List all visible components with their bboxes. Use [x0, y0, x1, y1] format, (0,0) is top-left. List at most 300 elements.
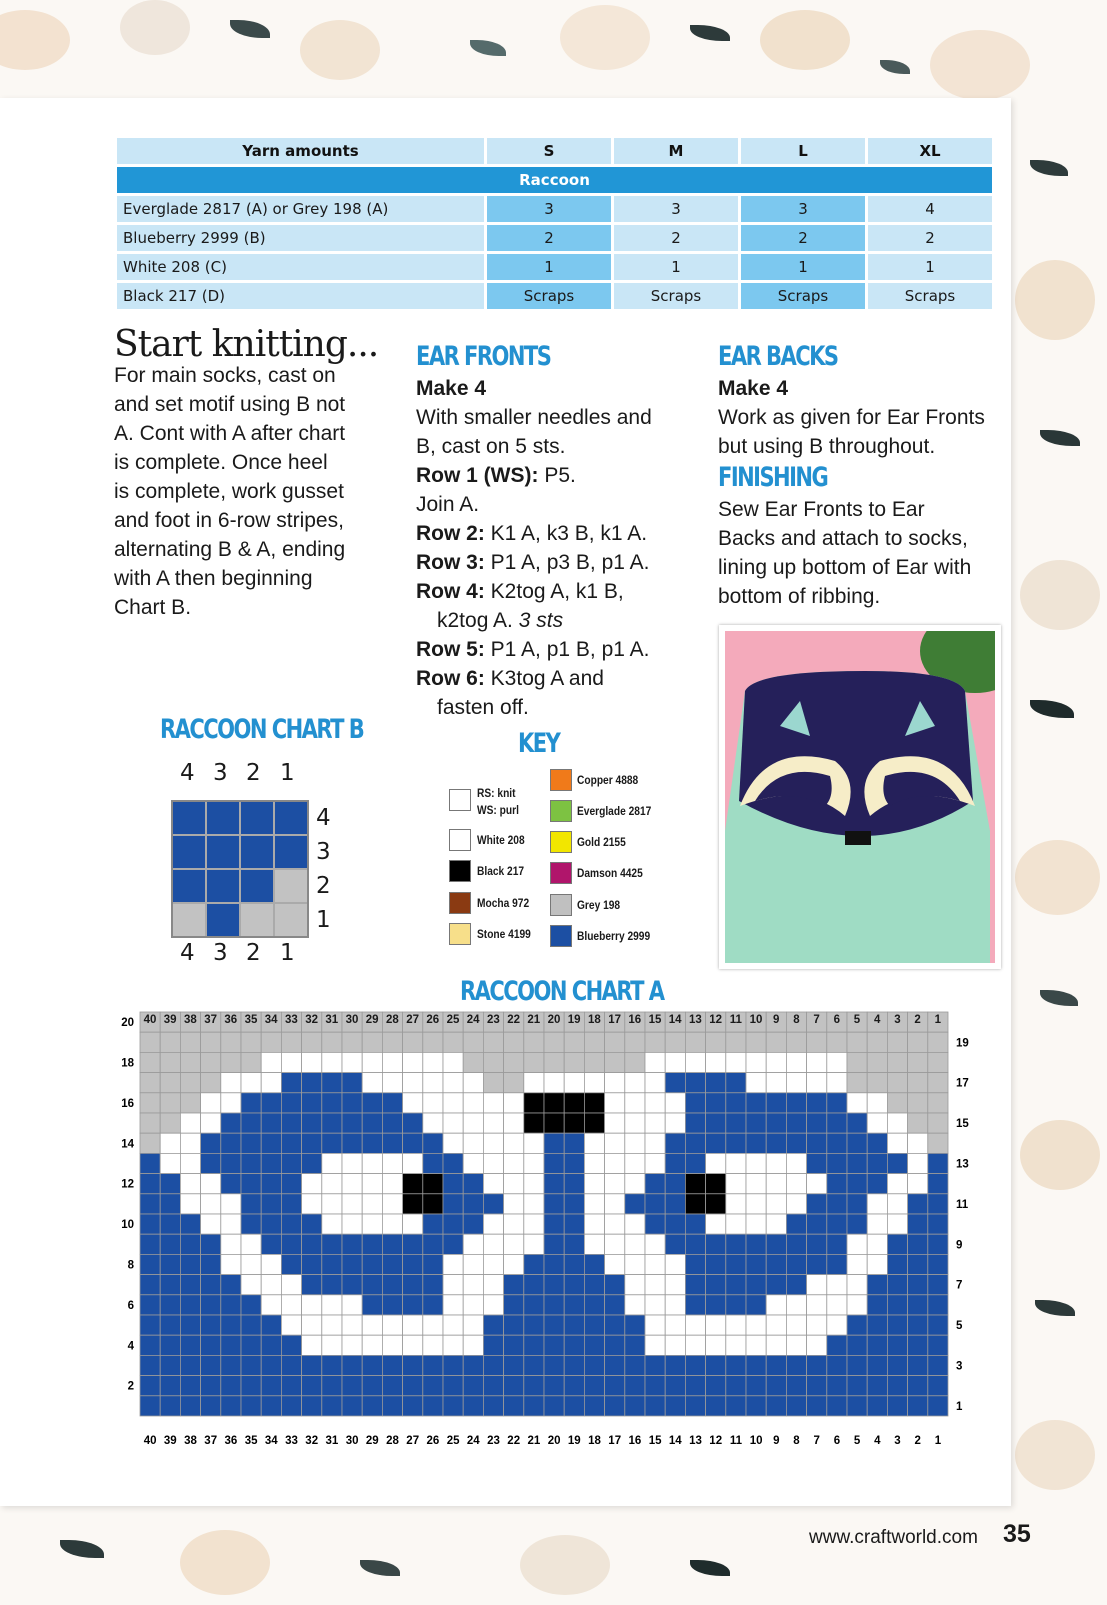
chart-a-stitch — [827, 1174, 847, 1194]
chart-a-stitch — [887, 1032, 907, 1052]
chart-a-stitch — [847, 1295, 867, 1315]
chart-a-stitch — [887, 1335, 907, 1355]
chart-a-number: 11 — [729, 1435, 742, 1447]
chart-a-number: 18 — [587, 1014, 601, 1026]
chart-a-stitch — [827, 1133, 847, 1153]
chart-a-stitch — [887, 1133, 907, 1153]
chart-a-stitch — [887, 1295, 907, 1315]
chart-a-stitch — [807, 1214, 827, 1234]
finishing-heading: FINISHING — [718, 462, 828, 493]
chart-a-stitch — [362, 1093, 382, 1113]
chart-a-stitch — [726, 1315, 746, 1335]
chart-a-stitch — [605, 1113, 625, 1133]
chart-a-stitch — [625, 1335, 645, 1355]
chart-a-stitch — [928, 1254, 948, 1274]
key-label: Blueberry 2999 — [577, 929, 651, 943]
chart-a-stitch — [302, 1194, 322, 1214]
chart-a-stitch — [140, 1032, 160, 1052]
chart-a-stitch — [807, 1113, 827, 1133]
chart-a-stitch — [221, 1133, 241, 1153]
chart-a-stitch — [908, 1174, 928, 1194]
chart-a-stitch — [665, 1052, 685, 1072]
chart-a-number: 20 — [121, 1017, 134, 1030]
chart-a-number: 14 — [121, 1138, 134, 1151]
chart-a-stitch — [201, 1194, 221, 1214]
chart-a-stitch — [867, 1113, 887, 1133]
chart-a-stitch — [807, 1093, 827, 1113]
chart-a-number: 38 — [183, 1014, 197, 1026]
chart-a-number: 32 — [305, 1435, 319, 1447]
chart-a-number: 39 — [163, 1435, 177, 1447]
chart-a-stitch — [766, 1052, 786, 1072]
chart-b-stitch — [207, 870, 239, 902]
chart-a-stitch — [564, 1275, 584, 1295]
chart-a-stitch — [544, 1295, 564, 1315]
chart-a-stitch — [685, 1396, 705, 1416]
table-cell: 3 — [614, 196, 738, 225]
chart-a-stitch — [362, 1234, 382, 1254]
chart-a-stitch — [827, 1032, 847, 1052]
chart-a-stitch — [807, 1315, 827, 1335]
chart-a-stitch — [362, 1335, 382, 1355]
chart-a-stitch — [786, 1174, 806, 1194]
body-line: Chart B. — [114, 596, 192, 619]
chart-a-stitch — [685, 1174, 705, 1194]
chart-a-stitch — [665, 1093, 685, 1113]
chart-a-stitch — [847, 1153, 867, 1173]
table-row — [117, 254, 992, 283]
chart-a-stitch — [443, 1133, 463, 1153]
chart-b-stitch — [173, 802, 205, 834]
chart-a-stitch — [140, 1275, 160, 1295]
chart-a-stitch — [322, 1254, 342, 1274]
chart-a-stitch — [221, 1254, 241, 1274]
chart-b-stitch — [275, 870, 307, 902]
chart-a-stitch — [928, 1275, 948, 1295]
chart-a-stitch — [201, 1315, 221, 1335]
chart-a-stitch — [342, 1133, 362, 1153]
chart-a-stitch — [423, 1153, 443, 1173]
chart-a-stitch — [928, 1214, 948, 1234]
chart-a-stitch — [241, 1295, 261, 1315]
row-label: Row 6: — [416, 667, 485, 690]
chart-a-stitch — [605, 1133, 625, 1153]
chart-a-stitch — [766, 1335, 786, 1355]
chart-a-number: 19 — [567, 1014, 581, 1026]
chart-b-col-number: 3 — [213, 760, 228, 786]
chart-a-stitch — [867, 1396, 887, 1416]
chart-a-number: 7 — [956, 1279, 963, 1292]
chart-a-stitch — [443, 1254, 463, 1274]
chart-a-stitch — [605, 1254, 625, 1274]
chart-a-stitch — [281, 1275, 301, 1295]
chart-a-stitch — [443, 1295, 463, 1315]
chart-a-number: 5 — [853, 1435, 861, 1447]
chart-a-stitch — [786, 1376, 806, 1396]
chart-a-stitch — [221, 1396, 241, 1416]
chart-a-stitch — [201, 1153, 221, 1173]
chart-a-stitch — [827, 1295, 847, 1315]
chart-a-stitch — [322, 1376, 342, 1396]
chart-a-stitch — [180, 1355, 200, 1375]
chart-a-stitch — [201, 1396, 221, 1416]
chart-a-stitch — [483, 1093, 503, 1113]
swatch-copper — [550, 769, 572, 791]
chart-a-stitch — [887, 1396, 907, 1416]
chart-a-stitch — [827, 1214, 847, 1234]
key-label: Damson 4425 — [577, 866, 643, 880]
chart-a-stitch — [180, 1234, 200, 1254]
chart-a-number: 15 — [648, 1435, 662, 1447]
chart-a-stitch — [908, 1073, 928, 1093]
chart-a-stitch — [625, 1113, 645, 1133]
chart-a-stitch — [685, 1194, 705, 1214]
chart-a-stitch — [625, 1133, 645, 1153]
chart-a-stitch — [867, 1355, 887, 1375]
chart-a-stitch — [382, 1133, 402, 1153]
chart-a-stitch — [504, 1214, 524, 1234]
chart-a-number: 40 — [143, 1435, 157, 1447]
chart-a-stitch — [504, 1335, 524, 1355]
chart-a-stitch — [342, 1275, 362, 1295]
chart-a-stitch — [382, 1396, 402, 1416]
chart-a-stitch — [685, 1355, 705, 1375]
chart-a-stitch — [241, 1194, 261, 1214]
chart-a-stitch — [887, 1093, 907, 1113]
chart-a-stitch — [524, 1073, 544, 1093]
chart-a-stitch — [665, 1254, 685, 1274]
chart-a-stitch — [867, 1214, 887, 1234]
chart-a-stitch — [342, 1153, 362, 1173]
chart-a-number: 34 — [264, 1435, 278, 1447]
chart-a-stitch — [766, 1214, 786, 1234]
chart-a-stitch — [726, 1275, 746, 1295]
chart-a-stitch — [766, 1315, 786, 1335]
chart-a-stitch — [584, 1234, 604, 1254]
chart-a-stitch — [524, 1093, 544, 1113]
chart-a-stitch — [180, 1376, 200, 1396]
chart-b-stitch — [173, 870, 205, 902]
row-text: P1 A, p1 B, p1 A. — [484, 638, 650, 661]
chart-a-stitch — [382, 1234, 402, 1254]
chart-a-stitch — [928, 1234, 948, 1254]
chart-a-number: 4 — [873, 1014, 881, 1026]
yarn-amounts-table — [114, 138, 995, 312]
chart-a-stitch — [584, 1153, 604, 1173]
chart-a-stitch — [584, 1174, 604, 1194]
chart-a-stitch — [685, 1153, 705, 1173]
chart-a-stitch — [160, 1275, 180, 1295]
body-line: is complete, work gusset — [114, 480, 344, 503]
chart-a-stitch — [726, 1174, 746, 1194]
chart-a-stitch — [504, 1032, 524, 1052]
table-cell: 1 — [741, 254, 865, 283]
chart-b-col-number: 1 — [280, 760, 295, 786]
chart-a-stitch — [746, 1113, 766, 1133]
chart-a-stitch — [362, 1174, 382, 1194]
table-cell: 4 — [868, 196, 992, 225]
chart-a-stitch — [584, 1113, 604, 1133]
chart-a-stitch — [483, 1355, 503, 1375]
chart-a-stitch — [908, 1335, 928, 1355]
chart-a-stitch — [544, 1234, 564, 1254]
chart-a-stitch — [201, 1214, 221, 1234]
chart-a-number: 13 — [956, 1158, 969, 1171]
chart-a-stitch — [423, 1376, 443, 1396]
chart-a-stitch — [201, 1133, 221, 1153]
chart-a-stitch — [362, 1153, 382, 1173]
footer-url[interactable]: www.craftworld.com — [809, 1527, 978, 1548]
chart-a-number: 20 — [547, 1014, 561, 1026]
chart-a-stitch — [342, 1214, 362, 1234]
chart-a-stitch — [928, 1052, 948, 1072]
chart-a-stitch — [625, 1214, 645, 1234]
chart-a-stitch — [807, 1153, 827, 1173]
chart-a-stitch — [403, 1254, 423, 1274]
chart-a-stitch — [564, 1396, 584, 1416]
chart-a-stitch — [261, 1335, 281, 1355]
chart-a-stitch — [443, 1073, 463, 1093]
chart-b-stitch — [241, 802, 273, 834]
chart-a-stitch — [423, 1052, 443, 1072]
chart-a-stitch — [706, 1254, 726, 1274]
chart-a-stitch — [766, 1376, 786, 1396]
chart-a-stitch — [201, 1073, 221, 1093]
chart-a-stitch — [928, 1174, 948, 1194]
chart-a-stitch — [908, 1376, 928, 1396]
chart-a-stitch — [908, 1295, 928, 1315]
chart-a-stitch — [645, 1032, 665, 1052]
chart-a-stitch — [322, 1295, 342, 1315]
chart-a-stitch — [544, 1315, 564, 1335]
chart-a-stitch — [645, 1052, 665, 1072]
swatch-grey — [550, 894, 572, 916]
ear-backs-section — [718, 340, 998, 611]
chart-a-stitch — [241, 1376, 261, 1396]
chart-a-stitch — [403, 1174, 423, 1194]
chart-a-stitch — [847, 1335, 867, 1355]
chart-a-stitch — [726, 1234, 746, 1254]
chart-a-stitch — [665, 1214, 685, 1234]
chart-a-stitch — [504, 1133, 524, 1153]
chart-a-stitch — [746, 1093, 766, 1113]
chart-a-stitch — [362, 1194, 382, 1214]
chart-a-stitch — [483, 1396, 503, 1416]
chart-a-stitch — [746, 1052, 766, 1072]
chart-b-stitch — [275, 904, 307, 936]
chart-b-stitch — [241, 836, 273, 868]
ear-fronts-heading: EAR FRONTS — [416, 341, 551, 372]
swatch-black — [449, 860, 471, 882]
chart-a-stitch — [302, 1234, 322, 1254]
chart-a-stitch — [201, 1174, 221, 1194]
chart-a-stitch — [281, 1396, 301, 1416]
chart-a-stitch — [160, 1355, 180, 1375]
chart-a-stitch — [908, 1113, 928, 1133]
chart-a-stitch — [625, 1254, 645, 1274]
chart-a-stitch — [544, 1093, 564, 1113]
chart-a-stitch — [524, 1335, 544, 1355]
chart-a-stitch — [524, 1295, 544, 1315]
chart-a-stitch — [665, 1032, 685, 1052]
chart-a-number: 1 — [934, 1014, 941, 1026]
chart-a-stitch — [665, 1275, 685, 1295]
chart-a-stitch — [584, 1275, 604, 1295]
chart-a-stitch — [463, 1214, 483, 1234]
chart-a-stitch — [180, 1093, 200, 1113]
chart-a-stitch — [160, 1376, 180, 1396]
chart-a-number: 12 — [709, 1014, 722, 1026]
chart-a-stitch — [463, 1093, 483, 1113]
chart-a-stitch — [504, 1295, 524, 1315]
chart-a-stitch — [443, 1335, 463, 1355]
chart-a-stitch — [140, 1174, 160, 1194]
chart-a-stitch — [140, 1052, 160, 1072]
chart-a-stitch — [706, 1174, 726, 1194]
chart-a-stitch — [887, 1073, 907, 1093]
chart-b-row-number: 1 — [316, 907, 331, 933]
chart-a-stitch — [605, 1153, 625, 1173]
table-cell: Scraps — [741, 283, 865, 312]
swatch-blueberry — [550, 925, 572, 947]
chart-a-stitch — [241, 1275, 261, 1295]
chart-a-stitch — [342, 1174, 362, 1194]
chart-a-stitch — [645, 1376, 665, 1396]
chart-a-stitch — [847, 1355, 867, 1375]
chart-a-stitch — [281, 1174, 301, 1194]
chart-a-stitch — [605, 1275, 625, 1295]
chart-a-stitch — [342, 1295, 362, 1315]
chart-a-number: 34 — [264, 1014, 278, 1026]
chart-a-stitch — [281, 1315, 301, 1335]
chart-b-col-number: 2 — [246, 940, 261, 966]
chart-a-number: 15 — [648, 1014, 662, 1026]
chart-a-stitch — [564, 1093, 584, 1113]
chart-b-stitch — [173, 836, 205, 868]
chart-a-stitch — [362, 1355, 382, 1375]
chart-a-number: 13 — [689, 1435, 702, 1447]
table-header-cell: M — [614, 138, 738, 167]
chart-a-stitch — [766, 1073, 786, 1093]
chart-a-number: 20 — [547, 1435, 561, 1447]
chart-a-stitch — [382, 1073, 402, 1093]
chart-a-stitch — [322, 1355, 342, 1375]
chart-a-stitch — [322, 1153, 342, 1173]
chart-a-stitch — [160, 1032, 180, 1052]
chart-a-stitch — [625, 1234, 645, 1254]
chart-a-stitch — [241, 1073, 261, 1093]
chart-a-stitch — [463, 1396, 483, 1416]
chart-a-stitch — [685, 1032, 705, 1052]
chart-a-stitch — [645, 1133, 665, 1153]
chart-a-stitch — [746, 1194, 766, 1214]
chart-b-stitch — [275, 802, 307, 834]
chart-a-stitch — [180, 1153, 200, 1173]
chart-b-stitch — [275, 836, 307, 868]
chart-a-stitch — [726, 1194, 746, 1214]
chart-b-stitch — [241, 904, 273, 936]
chart-a-stitch — [807, 1275, 827, 1295]
chart-a-stitch — [928, 1113, 948, 1133]
chart-a-number: 3 — [894, 1435, 901, 1447]
chart-a-stitch — [887, 1194, 907, 1214]
chart-a-stitch — [423, 1113, 443, 1133]
chart-a-stitch — [261, 1194, 281, 1214]
chart-a-stitch — [564, 1113, 584, 1133]
table-cell: 2 — [614, 225, 738, 254]
chart-a-stitch — [423, 1073, 443, 1093]
chart-a-stitch — [524, 1174, 544, 1194]
table-cell: 2 — [487, 225, 611, 254]
chart-a-stitch — [261, 1315, 281, 1335]
chart-a-stitch — [605, 1355, 625, 1375]
chart-a-stitch — [423, 1295, 443, 1315]
chart-a-stitch — [887, 1153, 907, 1173]
chart-a-number: 11 — [729, 1014, 742, 1026]
chart-a-stitch — [302, 1174, 322, 1194]
chart-a-stitch — [726, 1214, 746, 1234]
row-text: k2tog A. — [437, 609, 519, 632]
chart-a-stitch — [261, 1295, 281, 1315]
chart-a-stitch — [706, 1113, 726, 1133]
chart-a-stitch — [302, 1113, 322, 1133]
chart-a-number: 16 — [121, 1097, 134, 1110]
chart-a-stitch — [281, 1254, 301, 1274]
chart-a-stitch — [928, 1335, 948, 1355]
chart-a-stitch — [160, 1315, 180, 1335]
chart-b-col-number: 4 — [180, 940, 195, 966]
chart-a-number: 10 — [749, 1014, 763, 1026]
chart-a-number: 6 — [127, 1299, 134, 1312]
chart-a-stitch — [140, 1214, 160, 1234]
chart-a-stitch — [504, 1153, 524, 1173]
chart-a-stitch — [847, 1093, 867, 1113]
chart-a-number: 10 — [121, 1219, 134, 1232]
make-count: Make 4 — [416, 377, 487, 400]
chart-a-stitch — [322, 1234, 342, 1254]
chart-a-stitch — [382, 1275, 402, 1295]
chart-a-stitch — [201, 1335, 221, 1355]
row-continuation — [416, 606, 696, 635]
chart-a-stitch — [584, 1133, 604, 1153]
chart-a-stitch — [625, 1275, 645, 1295]
chart-a-stitch — [584, 1032, 604, 1052]
body-line: with A then beginning — [114, 567, 313, 590]
chart-a-stitch — [726, 1073, 746, 1093]
chart-a-stitch — [746, 1153, 766, 1173]
chart-a-stitch — [180, 1194, 200, 1214]
chart-a-stitch — [746, 1376, 766, 1396]
chart-a-stitch — [322, 1214, 342, 1234]
chart-a-stitch — [281, 1376, 301, 1396]
chart-a-stitch — [706, 1234, 726, 1254]
yarn-label: Black 217 (D) — [117, 283, 484, 312]
chart-a-number: 6 — [833, 1014, 840, 1026]
body-line: Join A. — [416, 493, 480, 516]
chart-a-stitch — [362, 1254, 382, 1274]
chart-a-stitch — [746, 1133, 766, 1153]
chart-a-stitch — [403, 1093, 423, 1113]
chart-a-stitch — [827, 1234, 847, 1254]
chart-a-stitch — [746, 1335, 766, 1355]
chart-a-stitch — [483, 1113, 503, 1133]
row-text: K3tog A and — [484, 667, 604, 690]
chart-a-stitch — [302, 1275, 322, 1295]
chart-a-number: 1 — [934, 1435, 942, 1447]
chart-a-stitch — [807, 1032, 827, 1052]
chart-a-stitch — [423, 1133, 443, 1153]
swatch-white — [449, 829, 471, 851]
